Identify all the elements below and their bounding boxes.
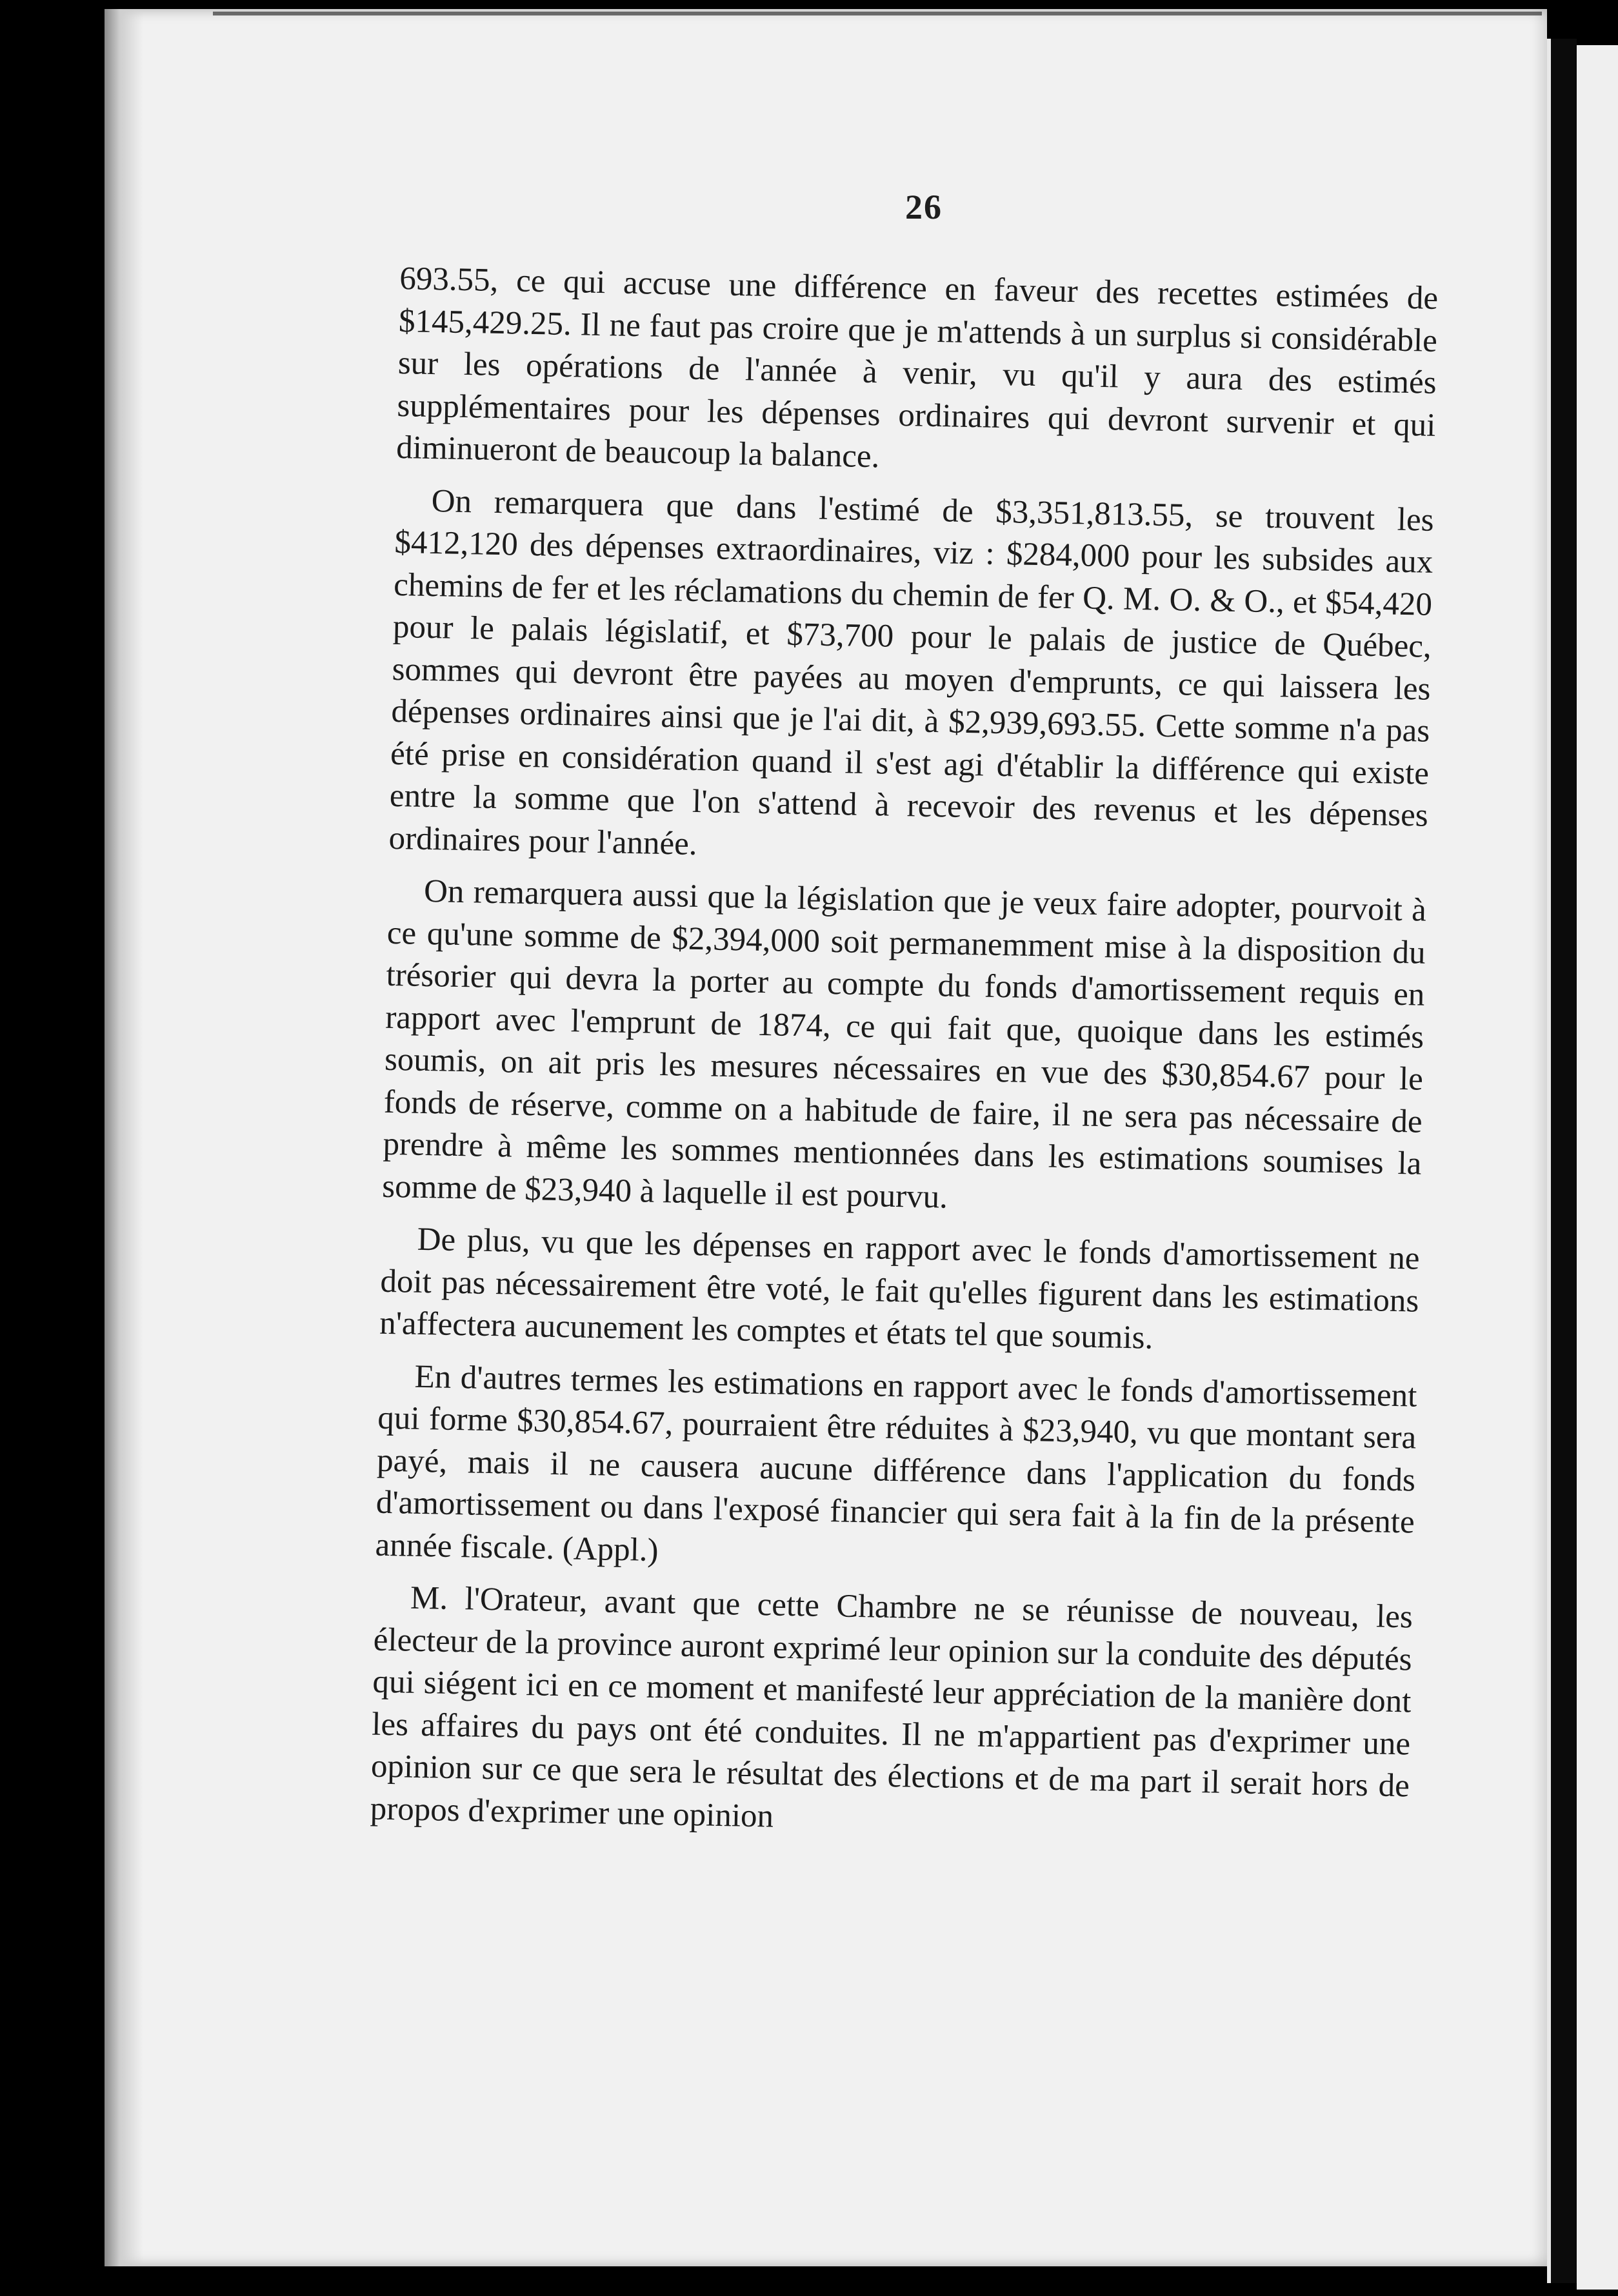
page-number: 26 [905, 188, 943, 226]
paragraph: 693.55, ce qui accuse une différence en faveur des recettes estimées de $145,429.25. Il ne faut pas croire que je m'attends à un surplus si considérable sur les opérations de l'année à venir, vu qu'il y aura des estimés supplémentaires pour les dépenses ordinaires qui devront survenir et qui diminueront de beaucoup la balance. [395, 260, 1439, 475]
page-gutter-shadow [105, 9, 143, 2266]
adjacent-page-edge [1577, 45, 1618, 2290]
paragraph: De plus, vu que les dépenses en rapport avec le fonds d'amortissement ne doit pas nécessairement être voté, le fait qu'elles figurent dans les estimations n'affectera aucunement les comptes et états tel que soumis. [379, 1221, 1421, 1356]
binding-gap [1551, 39, 1577, 2283]
paragraph: On remarquera aussi que la législation que je veux faire adopter, pourvoit à ce qu'une somme de $2,394,000 soit permanemment mise à la disposition du trésorier qui devra la porter au compte du fonds d'amortissement requis en rapport avec l'emprunt de 1874, ce qui fait que, quoique dans les estimés soumis, on ait pris les mesures nécessaires en vue des $30,854.67 pour le fonds de réserve, comme on a habitude de faire, il ne sera pas nécessaire de prendre à même les sommes mentionnées dans les estimations soumises la somme de $23,940 à laquelle il est pourvu. [381, 873, 1427, 1216]
page-body [370, 258, 1439, 1860]
top-edge-rule [213, 12, 1542, 15]
paragraph: M. l'Orateur, avant que cette Chambre ne se réunisse de nouveau, les électeur de la province auront exprimé leur opinion sur la conduite des députés qui siégent ici en ce moment et manifesté leur appréciation de la manière dont les affaires du pays ont été conduites. Il ne m'appartient pas d'exprimer une opinion sur ce que sera le résultat des élections et de ma part il serait hors de propos d'exprimer une opinion [370, 1579, 1413, 1835]
paragraph: En d'autres termes les estimations en rapport avec le fonds d'amortissement qui forme $30,854.67, pourraient être réduites à $23,940, vu que montant sera payé, mais il ne causera aucune différence dans l'application du fonds d'amortissement ou dans l'exposé financier qui sera fait à la fin de la présente année fiscale. (Appl.) [375, 1358, 1417, 1569]
paragraph: On remarquera que dans l'estimé de $3,351,813.55, se trouvent les $412,120 des dépenses extraordinaires, viz : $284,000 pour les subsides aux chemins de fer et les réclamations du chemin de fer Q. M. O. & O., et $54,420 pour le palais législatif, et $73,700 pour le palais de justice de Québec, sommes qui devront être payées au moyen d'emprunts, ce qui laissera les dépenses ordinaires ainsi que je l'ai dit, à $2,939,693.55. Cette somme n'a pas été prise en considération quand il s'est agi d'établir la différence qui existe entre la somme que l'on s'attend à recevoir des revenus et les dépenses ordinaires pour l'année. [388, 482, 1435, 862]
